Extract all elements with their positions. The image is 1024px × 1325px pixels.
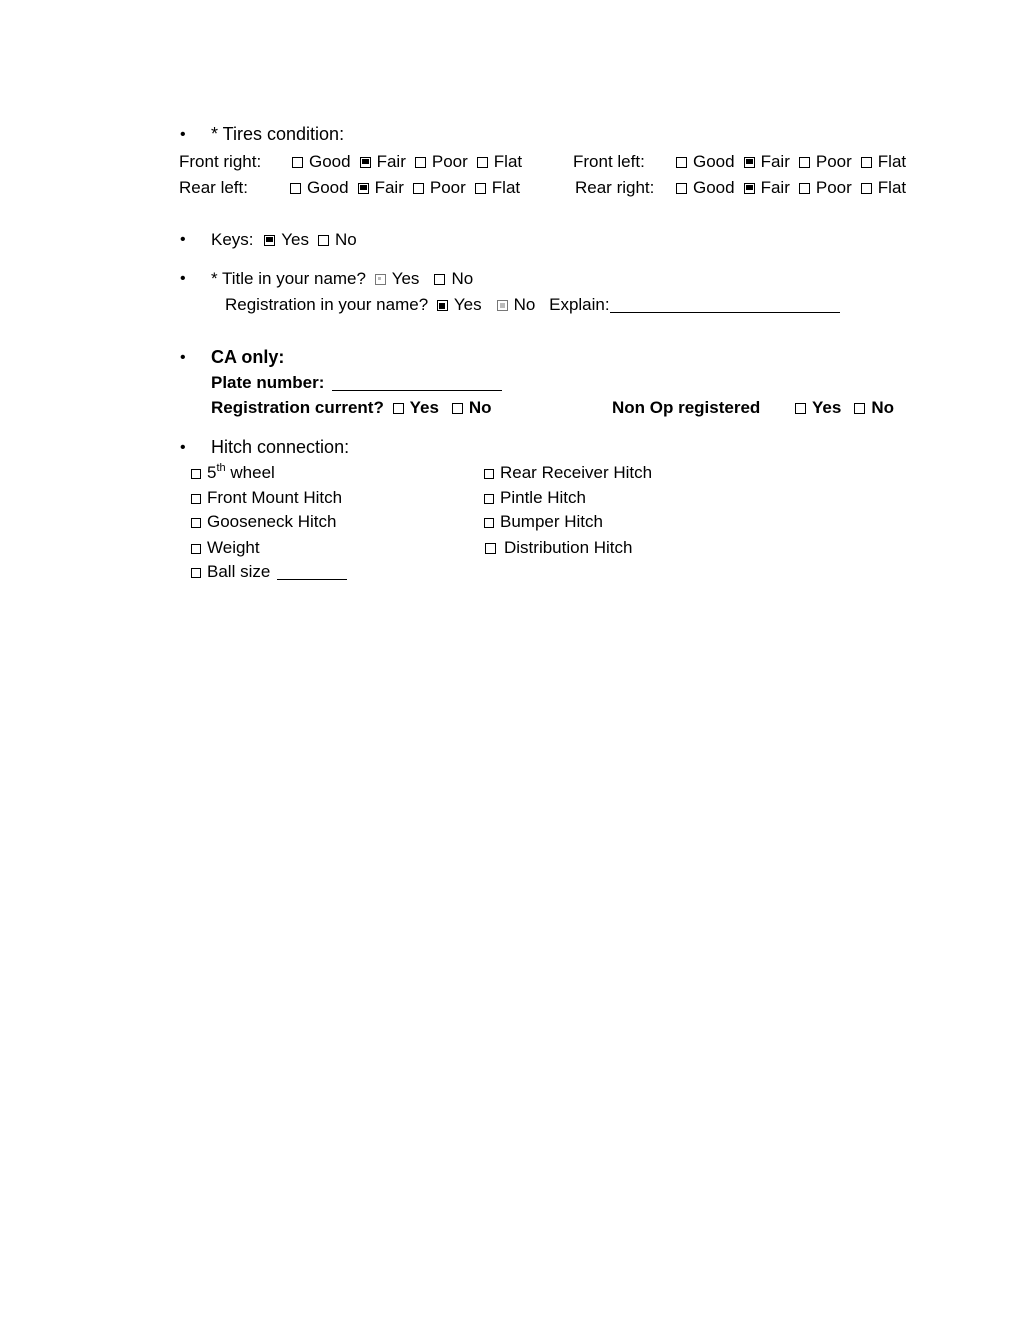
option-label: Fair	[376, 152, 406, 171]
option-label: 5	[207, 463, 217, 482]
option-label: No	[513, 295, 536, 314]
hitch-option-5th-wheel	[191, 463, 275, 483]
rear-left-label: Rear left:	[179, 178, 248, 197]
option-label: Front Mount Hitch	[207, 488, 343, 507]
bumper-hitch-checkbox[interactable]	[484, 518, 494, 528]
superscript: th	[216, 462, 226, 474]
keys-label: Keys:	[211, 230, 254, 249]
option-label: Poor	[431, 152, 468, 171]
keys-yes-checkbox[interactable]	[264, 235, 275, 246]
option-label: Good	[309, 152, 351, 171]
bullet: •	[180, 231, 186, 248]
keys-row	[211, 230, 366, 250]
option-label: Flat	[877, 152, 907, 171]
plate-label: Plate number:	[211, 373, 325, 392]
front-mount-hitch-checkbox[interactable]	[191, 494, 201, 504]
option-label: No	[871, 398, 894, 417]
front-right-options	[292, 152, 531, 172]
pintle-hitch-checkbox[interactable]	[484, 494, 494, 504]
distribution-hitch-checkbox[interactable]	[485, 543, 496, 554]
option-label: Flat	[491, 178, 521, 197]
rear-left-flat-checkbox[interactable]	[475, 183, 486, 194]
option-label: Fair	[374, 178, 404, 197]
front-left-label: Front left:	[573, 152, 645, 171]
keys-no-checkbox[interactable]	[318, 235, 329, 246]
bullet: •	[180, 126, 186, 143]
front-right-flat-checkbox[interactable]	[477, 157, 488, 168]
front-right-fair-checkbox[interactable]	[360, 157, 371, 168]
plate-row	[211, 373, 502, 393]
option-label: Poor	[815, 152, 852, 171]
front-left-poor-checkbox[interactable]	[799, 157, 810, 168]
front-left-good-checkbox[interactable]	[676, 157, 687, 168]
option-label: Flat	[877, 178, 907, 197]
title-yes-checkbox[interactable]	[375, 274, 386, 285]
registration-no-checkbox[interactable]	[497, 300, 508, 311]
rear-left-options	[290, 178, 529, 198]
registration-row	[225, 295, 840, 315]
option-label: Poor	[815, 178, 852, 197]
reg-current-yes-checkbox[interactable]	[393, 403, 404, 414]
rear-right-poor-checkbox[interactable]	[799, 183, 810, 194]
hitch-option	[484, 488, 586, 508]
title-row	[211, 269, 482, 289]
front-right-poor-checkbox[interactable]	[415, 157, 426, 168]
option-label: Flat	[493, 152, 523, 171]
option-label: Yes	[409, 398, 439, 417]
explain-label: Explain:	[549, 295, 610, 314]
option-label: Pintle Hitch	[500, 488, 586, 507]
registration-yes-checkbox[interactable]	[437, 300, 448, 311]
option-label: Good	[693, 152, 735, 171]
ball-size-input[interactable]	[277, 563, 347, 580]
gooseneck-hitch-checkbox[interactable]	[191, 518, 201, 528]
ball-size-checkbox[interactable]	[191, 568, 201, 578]
title-label: * Title in your name?	[211, 269, 366, 288]
hitch-option	[484, 463, 652, 483]
non-op-label: Non Op registered	[612, 398, 761, 417]
option-label: Yes	[281, 230, 309, 249]
rear-receiver-hitch-checkbox[interactable]	[484, 469, 494, 479]
hitch-option	[191, 538, 260, 558]
hitch-option	[485, 538, 633, 558]
option-label: Good	[693, 178, 735, 197]
hitch-option	[191, 488, 342, 508]
front-left-flat-checkbox[interactable]	[861, 157, 872, 168]
option-label: Yes	[812, 398, 842, 417]
option-label: Distribution Hitch	[504, 538, 633, 557]
hitch-heading: Hitch connection:	[211, 437, 350, 457]
fifth-wheel-checkbox[interactable]	[191, 469, 201, 479]
option-label: Ball size	[207, 562, 271, 581]
option-label: Fair	[760, 152, 790, 171]
hitch-option	[484, 512, 603, 532]
explain-input[interactable]	[610, 296, 840, 313]
front-left-fair-checkbox[interactable]	[744, 157, 755, 168]
rear-right-flat-checkbox[interactable]	[861, 183, 872, 194]
reg-current-no-checkbox[interactable]	[452, 403, 463, 414]
non-op-no-checkbox[interactable]	[854, 403, 865, 414]
option-label: Weight	[207, 538, 260, 557]
bullet: •	[180, 439, 186, 456]
rear-left-poor-checkbox[interactable]	[413, 183, 424, 194]
option-label: No	[451, 269, 474, 288]
option-label: Poor	[429, 178, 466, 197]
reg-current-label: Registration current?	[211, 398, 384, 417]
bullet: •	[180, 349, 186, 366]
option-label: Yes	[391, 269, 420, 288]
rear-right-fair-checkbox[interactable]	[744, 183, 755, 194]
plate-number-input[interactable]	[332, 374, 502, 391]
weight-checkbox[interactable]	[191, 544, 201, 554]
front-right-label: Front right:	[179, 152, 262, 171]
hitch-option	[191, 512, 336, 532]
option-label: Fair	[760, 178, 790, 197]
option-label: Rear Receiver Hitch	[500, 463, 653, 482]
option-label: No	[468, 398, 492, 417]
rear-right-label: Rear right:	[575, 178, 655, 197]
option-label: Gooseneck Hitch	[207, 512, 337, 531]
non-op-yes-checkbox[interactable]	[795, 403, 806, 414]
hitch-option	[191, 562, 347, 582]
rear-right-good-checkbox[interactable]	[676, 183, 687, 194]
front-right-good-checkbox[interactable]	[292, 157, 303, 168]
option-label: Yes	[453, 295, 482, 314]
front-left-options	[676, 152, 915, 172]
option-label: Good	[307, 178, 349, 197]
option-label: wheel	[225, 463, 275, 482]
tire-row-front	[179, 152, 261, 172]
non-op-options	[795, 398, 903, 418]
rear-left-good-checkbox[interactable]	[290, 183, 301, 194]
ca-heading: CA only:	[211, 347, 285, 367]
bullet: •	[180, 270, 186, 287]
reg-current-row	[211, 398, 501, 418]
rear-right-options	[676, 178, 915, 198]
option-label: No	[335, 230, 357, 249]
rear-left-fair-checkbox[interactable]	[358, 183, 369, 194]
tires-heading: * Tires condition:	[211, 124, 345, 144]
title-no-checkbox[interactable]	[434, 274, 445, 285]
option-label: Bumper Hitch	[500, 512, 603, 531]
registration-label: Registration in your name?	[225, 295, 429, 314]
